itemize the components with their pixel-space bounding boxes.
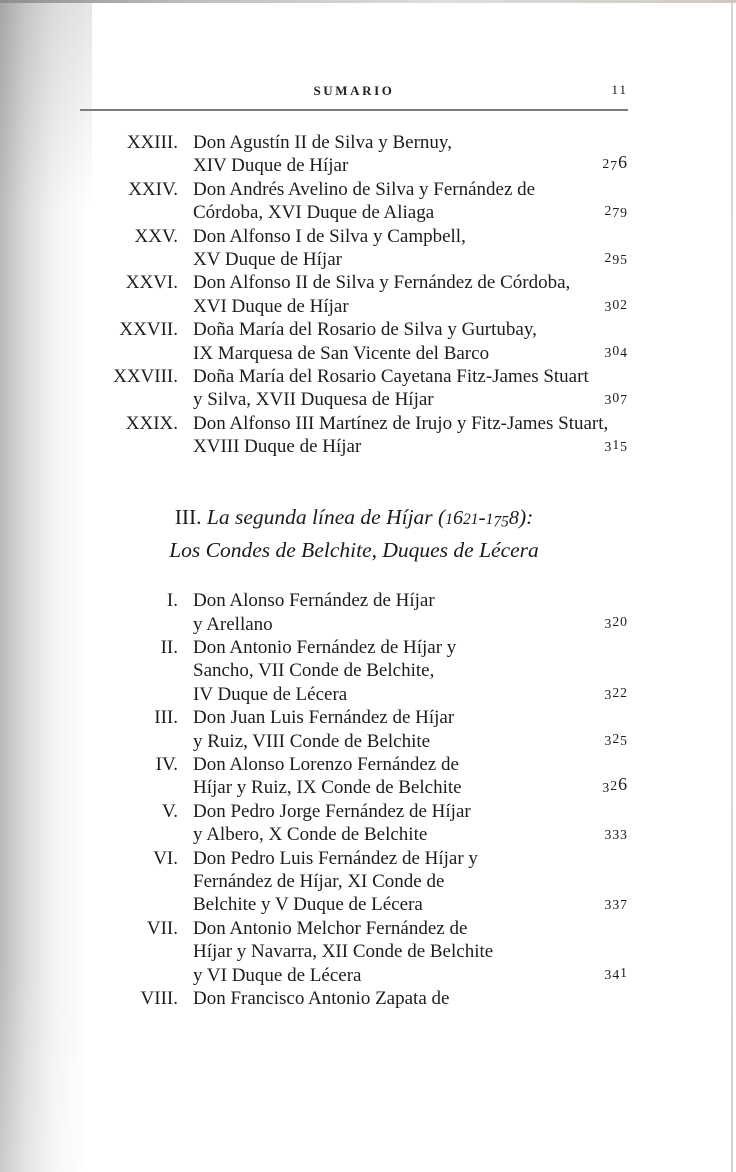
entry-title: [178, 131, 628, 178]
toc-entry: [80, 178, 628, 225]
entry-title: [178, 589, 628, 636]
entry-title: [178, 753, 628, 800]
entry-title-line: y Albero, X Conde de Belchite: [193, 824, 428, 846]
entry-title: [178, 706, 628, 753]
entry-title: [178, 365, 628, 412]
table-of-contents: [80, 131, 628, 1010]
entry-title-line: XVIII Duque de Híjar: [193, 436, 362, 458]
entry-numeral: XXIII.: [126, 132, 178, 153]
entry-title-line: Don Antonio Fernández de Híjar y: [193, 636, 457, 658]
entry-title-line: y Ruiz, VIII Conde de Belchite: [193, 730, 431, 752]
toc-entry: [80, 318, 628, 365]
entry-title-line: Don Pedro Luis Fernández de Híjar y: [193, 847, 478, 869]
toc-entry: [80, 131, 628, 178]
entry-page-number: 333: [604, 827, 628, 843]
entry-numeral: VII.: [146, 917, 178, 939]
entry-title-line: Don Agustín II de Silva y Bernuy,: [193, 132, 452, 153]
entry-page-number: 307: [604, 390, 628, 408]
entry-title-line: Sancho, VII Conde de Belchite,: [193, 660, 435, 682]
entry-title: [178, 271, 628, 318]
entry-page-number: 337: [604, 897, 628, 913]
entry-page-number: 295: [604, 249, 628, 268]
entry-title-line: XIV Duque de Híjar: [193, 155, 349, 177]
entry-page-number: 304: [604, 343, 628, 361]
entry-page-number: 322: [604, 684, 628, 702]
toc-entry: [80, 800, 628, 847]
entry-title-line: IV Duque de Lécera: [193, 683, 348, 705]
toc-entry: [80, 271, 628, 318]
entry-numeral: XXVI.: [125, 272, 178, 294]
entry-title-line: y Arellano: [193, 613, 273, 635]
entry-numeral: VIII.: [140, 988, 178, 1010]
entry-title: [178, 636, 628, 706]
toc-entry: [80, 589, 628, 636]
entry-title: [178, 917, 628, 987]
toc-entry: [80, 706, 628, 753]
book-page: [80, 0, 628, 1010]
entry-numeral: XXVIII.: [113, 366, 178, 388]
entry-title-line: Don Andrés Avelino de Silva y Fernández de: [193, 178, 536, 200]
entry-title: [178, 847, 628, 917]
running-head: [80, 0, 628, 110]
entry-numeral: IV.: [155, 754, 178, 775]
entry-title-line: y Silva, XVII Duquesa de Híjar: [193, 389, 434, 411]
entry-page-number: 341: [604, 965, 628, 983]
entry-title-line: Híjar y Ruiz, IX Conde de Belchite: [193, 777, 462, 799]
page-right-edge: [731, 2, 733, 1172]
page-number: 11: [611, 82, 628, 97]
entry-title-line: Don Alfonso I de Silva y Campbell,: [193, 225, 466, 247]
toc-list-continued: [80, 131, 628, 459]
toc-list-section: [80, 589, 628, 1010]
entry-numeral: II.: [160, 636, 178, 658]
entry-title-line: Don Alonso Fernández de Híjar: [193, 590, 435, 612]
entry-title-line: Don Pedro Jorge Fernández de Híjar: [193, 800, 471, 822]
entry-page-number: 325: [604, 731, 628, 749]
entry-title-line: Don Alfonso II de Silva y Fernández de Córdoba,: [193, 272, 571, 294]
entry-page-number: 276: [602, 152, 628, 174]
entry-title-line: Doña María del Rosario Cayetana Fitz-James Stuart: [193, 366, 589, 388]
toc-entry: [80, 753, 628, 800]
entry-title-line: Don Alfonso III Martínez de Irujo y Fitz-James Stuart,: [193, 412, 609, 434]
entry-title-line: XVI Duque de Híjar: [193, 295, 349, 317]
entry-title-line: Don Francisco Antonio Zapata de: [193, 988, 450, 1010]
entry-page-number: 320: [604, 614, 628, 632]
entry-numeral: XXIV.: [128, 178, 178, 200]
toc-entry: [80, 847, 628, 917]
entry-title-line: Don Juan Luis Fernández de Híjar: [193, 707, 455, 729]
entry-title-line: Córdoba, XVI Duque de Aliaga: [193, 202, 435, 224]
entry-title-line: Fernández de Híjar, XI Conde de: [193, 871, 445, 893]
toc-entry: [80, 917, 628, 987]
section-numeral: III.: [174, 504, 202, 529]
entry-title-line: IX Marquesa de San Vicente del Barco: [193, 342, 490, 364]
page-spine-shadow: [0, 0, 92, 1172]
entry-title-line: Doña María del Rosario de Silva y Gurtubay,: [193, 319, 537, 341]
entry-numeral: I.: [166, 590, 178, 612]
entry-title-line: Belchite y V Duque de Lécera: [193, 894, 423, 916]
entry-title: [178, 318, 628, 365]
entry-page-number: 279: [604, 203, 628, 221]
section-title-line-1: La segunda línea de Híjar (1621-1758):: [206, 504, 534, 531]
entry-numeral: XXVII.: [119, 319, 178, 341]
entry-title-line: Don Alonso Lorenzo Fernández de: [193, 754, 459, 775]
entry-title-line: y VI Duque de Lécera: [193, 964, 362, 986]
header-rule: [80, 109, 628, 111]
toc-entry: [80, 412, 628, 459]
entry-title: [178, 225, 628, 272]
entry-title: [178, 800, 628, 847]
toc-entry: [80, 365, 628, 412]
entry-title: [178, 412, 628, 459]
section-heading: [80, 503, 628, 565]
section-heading-line-1: [80, 503, 628, 536]
entry-page-number: 315: [604, 437, 628, 455]
entry-page-number: 302: [604, 296, 628, 314]
entry-numeral: XXIX.: [125, 412, 178, 434]
entry-title-line: Híjar y Navarra, XII Conde de Belchite: [193, 941, 494, 963]
section-title-line-2: Los Condes de Belchite, Duques de Lécera: [169, 538, 539, 563]
toc-entry: [80, 225, 628, 272]
entry-page-number: 326: [602, 774, 628, 796]
entry-numeral: III.: [154, 707, 178, 729]
entry-title: [178, 178, 628, 225]
entry-numeral: XXV.: [134, 225, 178, 247]
entry-title-line: XV Duque de Híjar: [193, 249, 342, 271]
entry-title-line: Don Antonio Melchor Fernández de: [193, 917, 468, 939]
entry-numeral: VI.: [153, 847, 178, 869]
running-head-title: SUMARIO: [313, 83, 395, 98]
toc-entry: [80, 636, 628, 706]
entry-title: [178, 987, 628, 1010]
toc-entry: [80, 987, 628, 1010]
entry-numeral: V.: [161, 800, 178, 822]
